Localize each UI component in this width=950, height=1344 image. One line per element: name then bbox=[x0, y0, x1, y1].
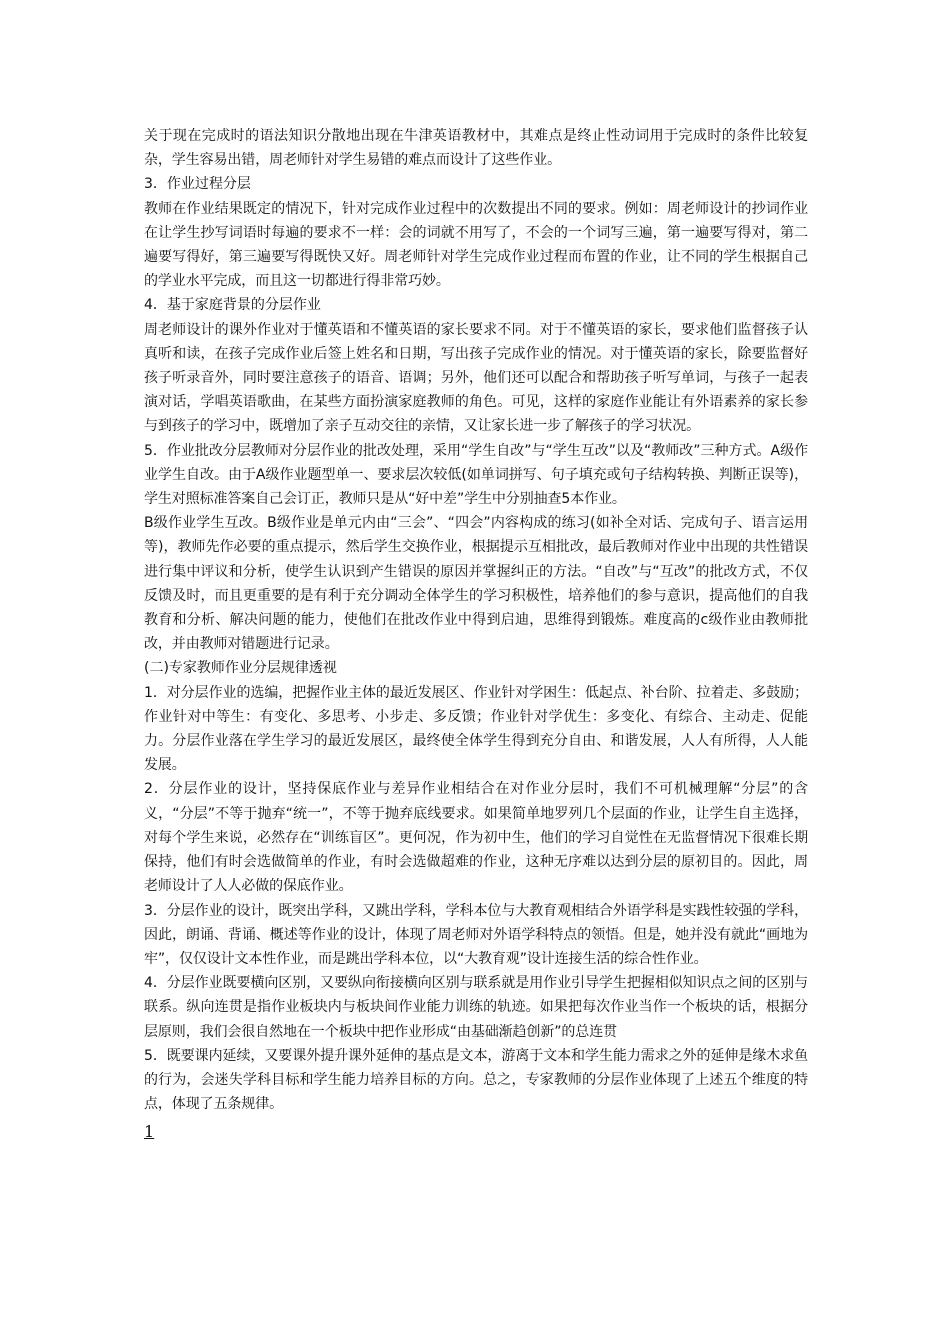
paragraph: 1．对分层作业的选编，把握作业主体的最近发展区、作业针对学困生：低起点、补台阶、拉着走、多鼓励；作业针对中等生：有变化、多思考、小步走、多反馈；作业针对学优生：多变化、有综合、主动走、促能力。分层作业落在学生学习的最近发展区，最终使全体学生得到充分自由、和谐发展，人人有所得，人人能发展。 bbox=[144, 684, 808, 774]
section-heading: (二)专家教师作业分层规律透视 bbox=[144, 660, 337, 677]
paragraph: 5．作业批改分层教师对分层作业的批改处理，采用“学生自改”与“学生互改”以及“教师改”三种方式。A级作业学生自改。由于A级作业题型单一、要求层次较低(如单词拼写、句子填充或句子结构转换、判断正误等)，学生对照标准答案自己会订正，教师只是从“好中差”学生中分别抽查5本作业。 bbox=[144, 442, 808, 508]
paragraph: 5．既要课内延续，又要课外提升课外延伸的基点是文本，游离于文本和学生能力需求之外的延伸是缘木求鱼的行为，会迷失学科目标和学生能力培养目标的方向。总之，专家教师的分层作业体现了上述五个维度的特点，体现了五条规律。 bbox=[144, 1047, 808, 1113]
page-number: 1 bbox=[144, 1122, 155, 1141]
section-heading: 3．作业过程分层 bbox=[144, 176, 251, 193]
paragraph: 3．分层作业的设计，既突出学科，又跳出学科，学科本位与大教育观相结合外语学科是实践性较强的学科，因此，朗诵、背诵、概述等作业的设计，体现了周老师对外语学科特点的领悟。但是，她并没有就此“画地为牢”，仅仅设计文本性作业，而是跳出学科本位，以“大教育观”设计连接生活的综合性作业。 bbox=[144, 902, 808, 967]
section-heading: 4．基于家庭背景的分层作业 bbox=[144, 297, 321, 314]
document-body bbox=[144, 124, 808, 1116]
paragraph: 教师在作业结果既定的情况下，针对完成作业过程中的次数提出不同的要求。例如：周老师设计的抄词作业在让学生抄写词语时每遍的要求不一样：会的词就不用写了，不会的一个词写三遍，第一遍要写得对，第二遍要写得好，第三遍要写得既快又好。周老师针对学生完成作业过程而布置的作业，让不同的学生根据自己的学业水平完成，而且这一切都进行得非常巧妙。 bbox=[144, 200, 808, 290]
paragraph: 4．分层作业既要横向区别，又要纵向衔接横向区别与联系就是用作业引导学生把握相似知识点之间的区别与联系。纵向连贯是指作业板块内与板块间作业能力训练的轨迹。如果把每次作业当作一个板块的话，根据分层原则，我们会很自然地在一个板块中把作业形成“由基础渐趋创新”的总连贯 bbox=[144, 975, 808, 1040]
paragraph: B级作业学生互改。B级作业是单元内由“三会”、“四会”内容构成的练习(如补全对话、完成句子、语言运用等)，教师先作必要的重点提示，然后学生交换作业，根据提示互相批改，最后教师对作业中出现的共性错误进行集中评议和分析，使学生认识到产生错误的原因并掌握纠正的方法。“自改”与“互改”的批改方式，不仅反馈及时，而且更重要的是有利于充分调动全体学生的学习积极性，培养他们的参与意识，提高他们的自我教育和分析、解决问题的能力，使他们在批改作业中得到启迪，思维得到锻炼。难度高的c级作业由教师批改，并由教师对错题进行记录。 bbox=[144, 515, 808, 653]
paragraph: 关于现在完成时的语法知识分散地出现在牛津英语教材中，其难点是终止性动词用于完成时的条件比较复杂，学生容易出错，周老师针对学生易错的难点而设计了这些作业。 bbox=[144, 128, 808, 169]
paragraph: 2．分层作业的设计，坚持保底作业与差异作业相结合在对作业分层时，我们不可机械理解“分层”的含义，“分层”不等于抛弃“统一”，不等于抛弃底线要求。如果简单地罗列几个层面的作业，让学生自主选择，对每个学生来说，必然存在“训练盲区”。更何况，作为初中生，他们的学习自觉性在无监督情况下很难长期保持，他们有时会选做简单的作业，有时会选做超难的作业，这种无序难以达到分层的原初目的。因此，周老师设计了人人必做的保底作业。 bbox=[144, 781, 808, 895]
paragraph: 周老师设计的课外作业对于懂英语和不懂英语的家长要求不同。对于不懂英语的家长，要求他们监督孩子认真听和读，在孩子完成作业后签上姓名和日期，写出孩子完成作业的情况。对于懂英语的家长，除要监督好孩子听录音外，同时要注意孩子的语音、语调；另外，他们还可以配合和帮助孩子听写单词，与孩子一起表演对话，学唱英语歌曲，在某些方面扮演家庭教师的角色。可见，这样的家庭作业能让有外语素养的家长参与到孩子的学习中，既增加了亲子互动交往的亲情，又让家长进一步了解孩子的学习状况。 bbox=[144, 321, 808, 435]
